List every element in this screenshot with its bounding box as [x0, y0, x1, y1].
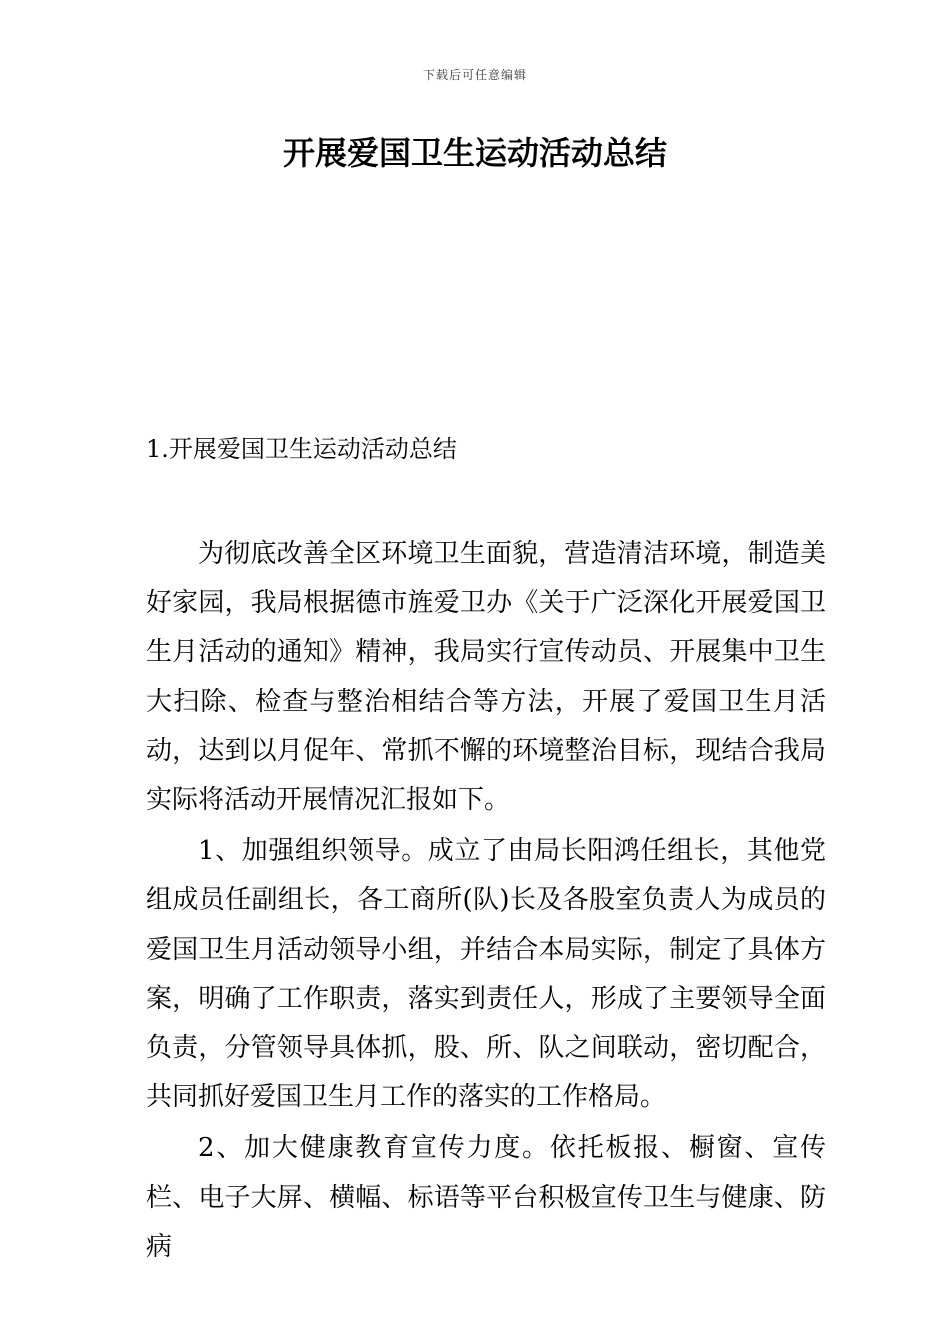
- document-title: 开展爱国卫生运动活动总结: [282, 134, 667, 172]
- paragraph-intro: 为彻底改善全区环境卫生面貌，营造清洁环境，制造美好家园，我局根据德市旌爱卫办《关于广泛深化开展爱国卫生月活动的通知》精神，我局实行宣传动员、开展集中卫生大扫除、检查与整治相结合等方法，开展了爱国卫生月活动，达到以月促年、常抓不懈的环境整治目标，现结合我局实际将活动开展情况汇报如下。: [146, 539, 826, 816]
- document-body: [146, 530, 826, 1272]
- section-heading: 1.开展爱国卫生运动活动总结: [146, 435, 457, 463]
- paragraph-organization: 1、加强组织领导。成立了由局长阳鸿任组长，其他党组成员任副组长，各工商所(队)长及各股室负责人为成员的爱国卫生月活动领导小组，并结合本局实际，制定了具体方案，明确了工作职责，落实到责任人，形成了主要领导全面负责，分管领导具体抓，股、所、队之间联动，密切配合，共同抓好爱国卫生月工作的落实的工作格局。: [146, 836, 826, 1113]
- header-note: 下载后可任意编辑: [422, 68, 527, 82]
- paragraph-health-education: 2、加大健康教育宣传力度。依托板报、橱窗、宣传栏、电子大屏、横幅、标语等平台积极宣传卫生与健康、防病: [146, 1133, 826, 1262]
